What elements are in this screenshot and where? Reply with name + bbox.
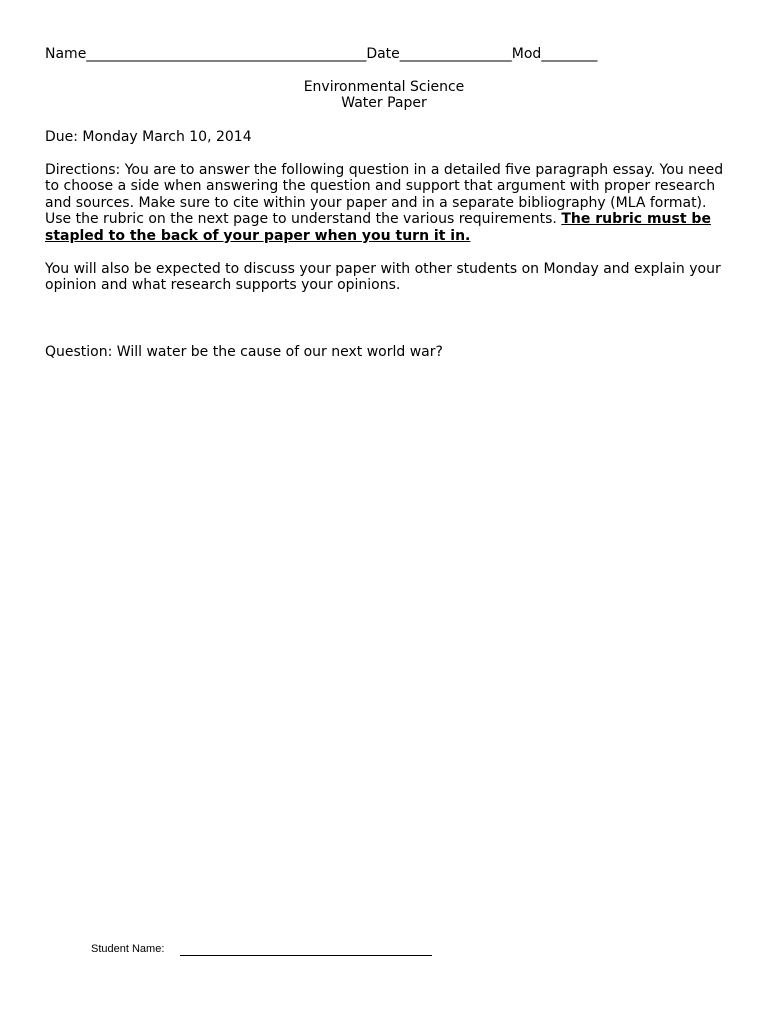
name-label: Name — [45, 46, 87, 62]
name-blank: ________________________________________ — [86, 46, 367, 62]
date-label: Date — [366, 46, 400, 62]
due-date: Due: Monday March 10, 2014 — [45, 129, 252, 145]
mod-label: Mod — [511, 46, 542, 62]
student-name-line[interactable] — [180, 955, 432, 956]
discussion-paragraph: You will also be expected to discuss your paper with other students on Monday and explain your opinion and what research supports your opinions. — [45, 261, 721, 294]
student-name-label: Student Name: — [91, 943, 165, 955]
course-title: Environmental Science — [303, 79, 465, 95]
title-block — [0, 79, 768, 112]
rubric-emphasis: The rubric must be stapled to the back of your paper when you turn it in. — [45, 211, 711, 244]
student-name-field — [91, 941, 432, 957]
directions-text: Directions: You are to answer the following question in a detailed five paragraph essay. You need to choose a side when answering the question and support that argument with proper research and sources. Make sure to cite within your paper and in a separate bibliography (MLA format). Use the rubric on the next page to understand the various requirements. — [45, 162, 724, 228]
directions-paragraph — [45, 162, 725, 244]
mod-blank: ________ — [541, 46, 598, 62]
date-blank: ________________ — [399, 46, 512, 62]
header-fields — [45, 46, 597, 62]
essay-question: Question: Will water be the cause of our next world war? — [45, 344, 443, 360]
assignment-title: Water Paper — [341, 95, 427, 112]
